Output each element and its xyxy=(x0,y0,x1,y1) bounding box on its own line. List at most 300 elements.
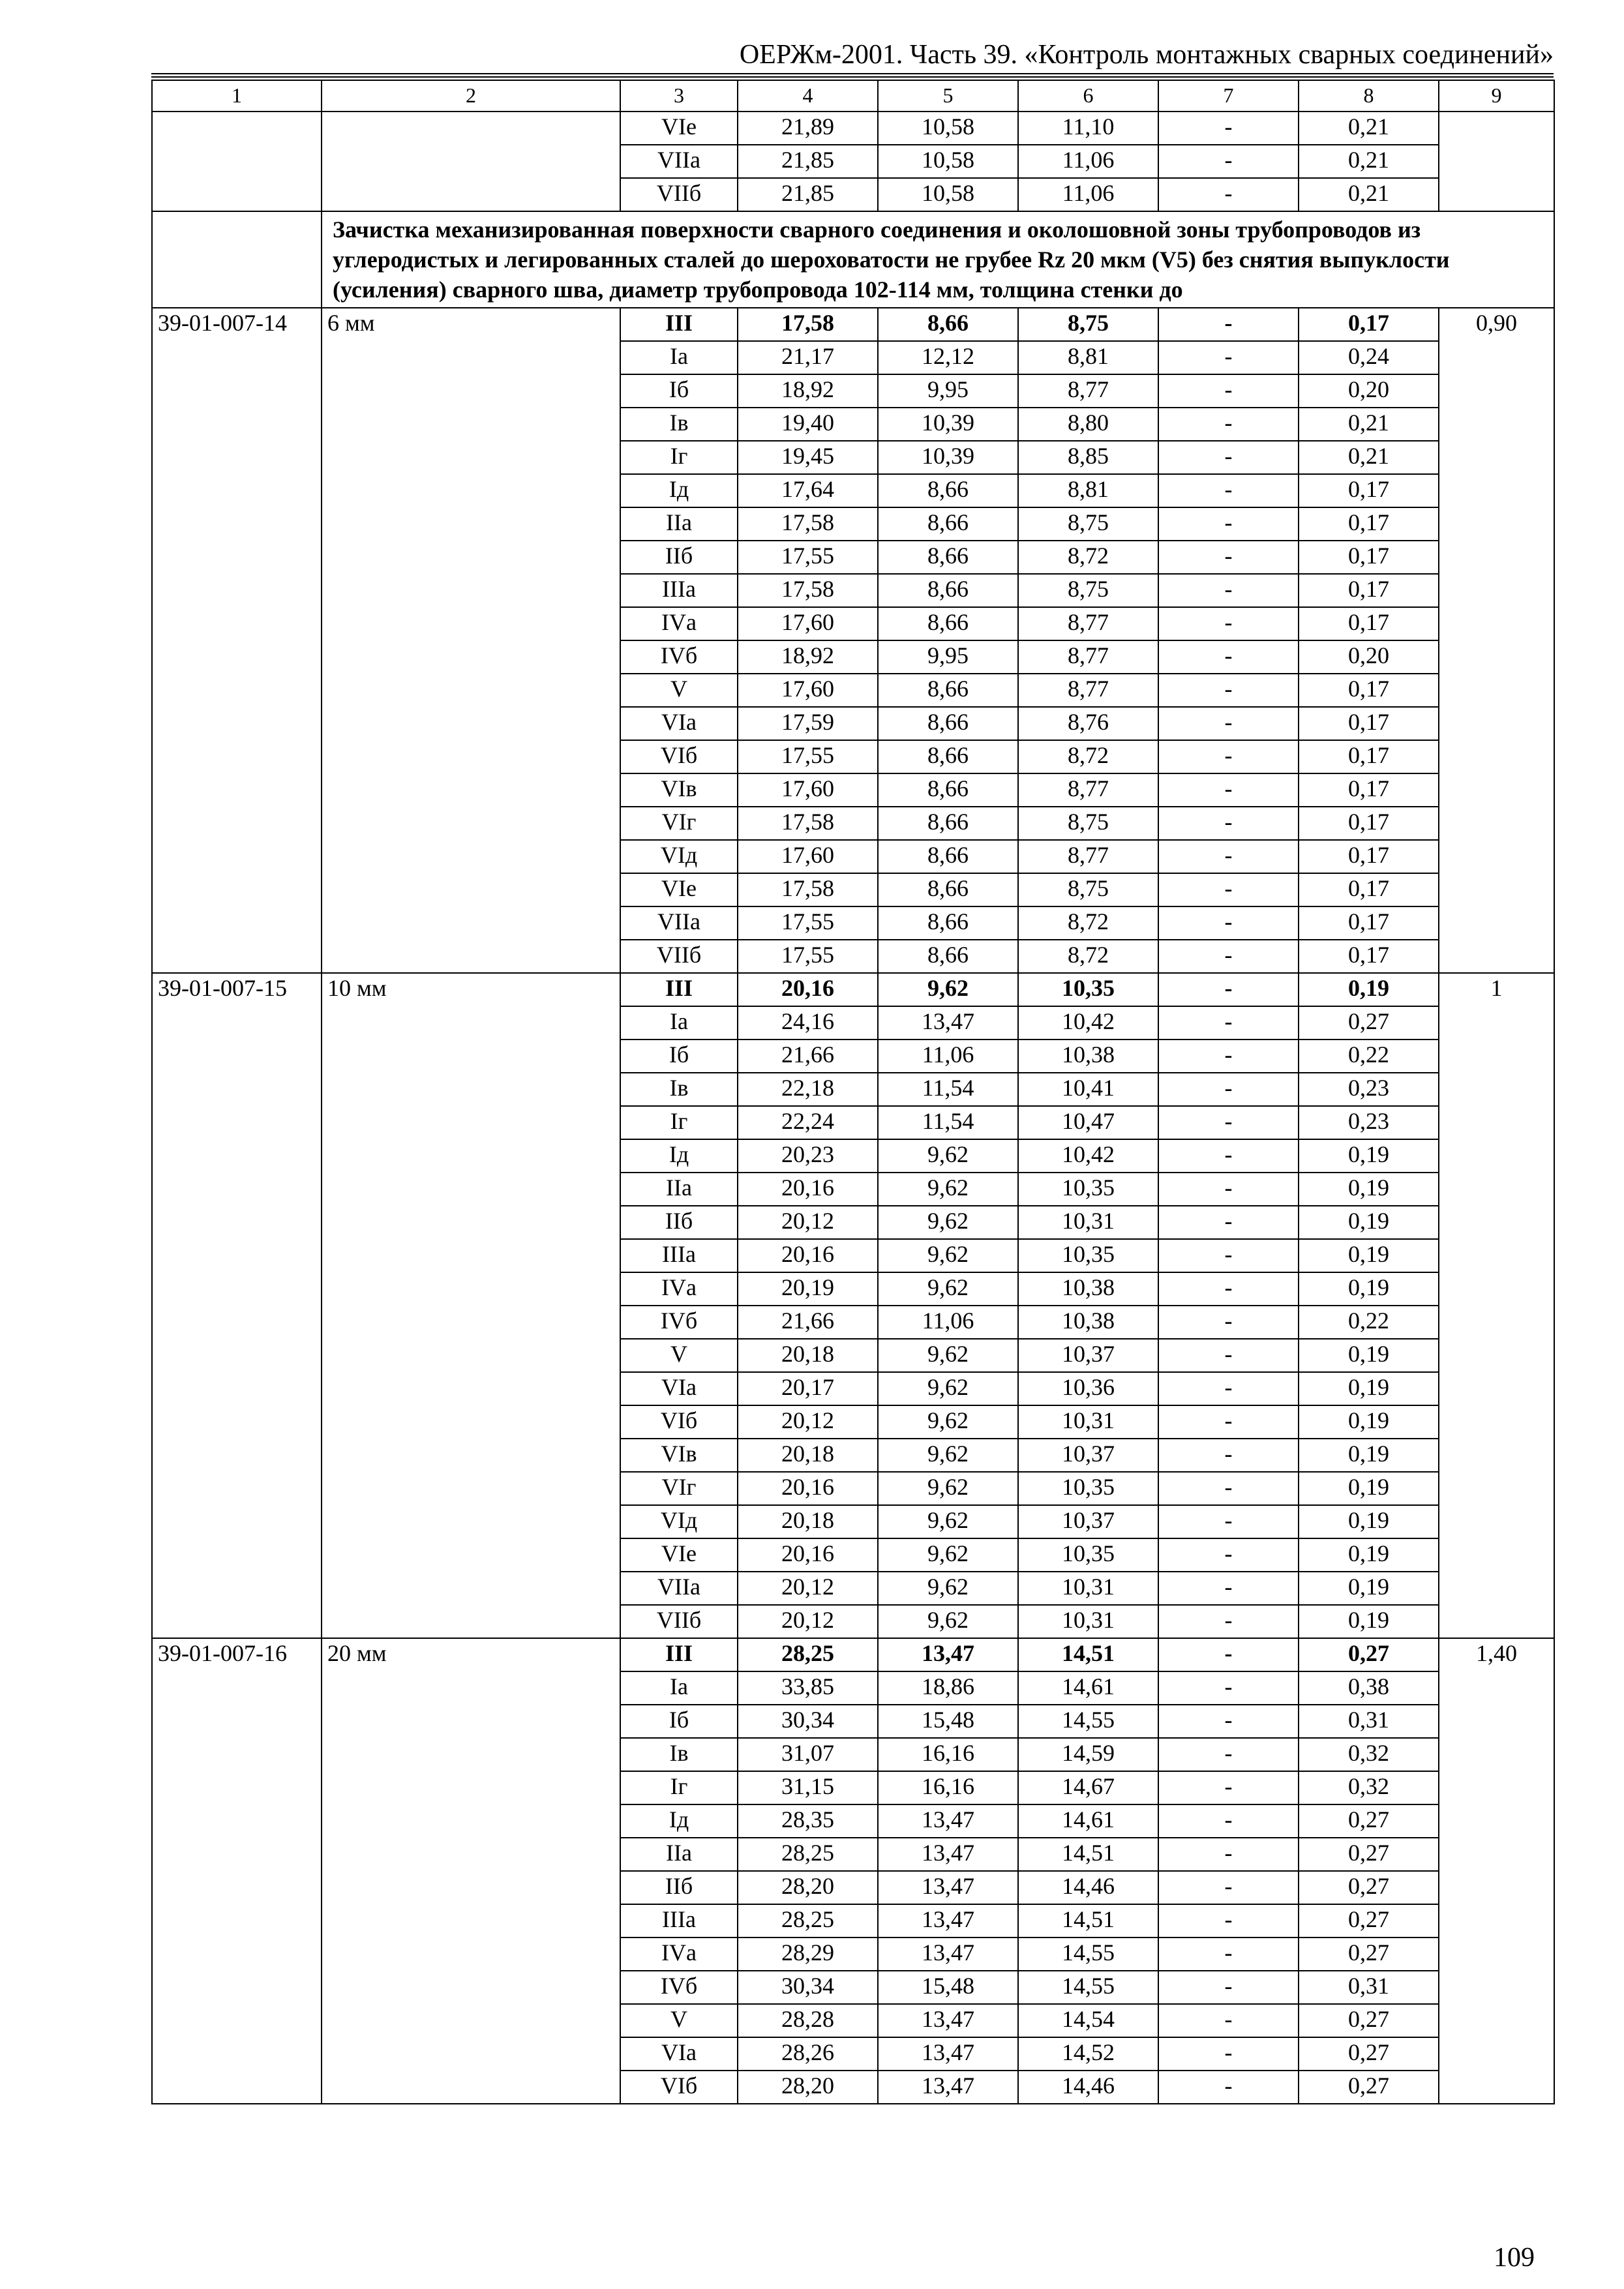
labor-cell: 0,20 xyxy=(1299,374,1439,408)
wall-thickness: 10 мм xyxy=(322,973,620,1638)
rank-cell: IIа xyxy=(620,1838,738,1871)
total-cost-cell: 28,26 xyxy=(738,2037,878,2071)
materials-cell: - xyxy=(1158,1173,1299,1206)
header-rule-top xyxy=(151,73,1554,74)
materials-cell: - xyxy=(1158,773,1299,807)
rate-code: 39-01-007-14 xyxy=(152,308,322,973)
rank-cell: III xyxy=(620,973,738,1006)
materials-cell: - xyxy=(1158,1804,1299,1838)
total-cost-cell: 17,60 xyxy=(738,773,878,807)
column-number: 6 xyxy=(1018,80,1158,112)
labor-cell: 0,27 xyxy=(1299,1937,1439,1971)
page-header: ОЕРЖм-2001. Часть 39. «Контроль монтажных сварных соединений» xyxy=(739,40,1554,70)
wages-cell: 8,66 xyxy=(878,840,1018,873)
labor-cell: 0,22 xyxy=(1299,1306,1439,1339)
materials-cell: - xyxy=(1158,740,1299,773)
column-number: 4 xyxy=(738,80,878,112)
labor-cell: 0,21 xyxy=(1299,441,1439,474)
labor-cell: 0,32 xyxy=(1299,1771,1439,1804)
wages-cell: 11,54 xyxy=(878,1106,1018,1139)
labor-cell: 0,19 xyxy=(1299,1472,1439,1505)
total-cost-cell: 22,24 xyxy=(738,1106,878,1139)
materials-cell: - xyxy=(1158,145,1299,178)
labor-cell: 0,27 xyxy=(1299,1804,1439,1838)
materials-cell: - xyxy=(1158,441,1299,474)
machine-cost-cell: 10,31 xyxy=(1018,1605,1158,1638)
total-cost-cell: 20,12 xyxy=(738,1605,878,1638)
rank-cell: IIIа xyxy=(620,1904,738,1937)
total-cost-cell: 17,58 xyxy=(738,873,878,906)
total-cost-cell: 20,12 xyxy=(738,1405,878,1439)
wages-cell: 16,16 xyxy=(878,1771,1018,1804)
wages-cell: 13,47 xyxy=(878,1006,1018,1040)
wages-cell: 13,47 xyxy=(878,1871,1018,1904)
total-cost-cell: 17,60 xyxy=(738,607,878,640)
wages-cell: 8,66 xyxy=(878,740,1018,773)
materials-cell: - xyxy=(1158,1705,1299,1738)
total-cost-cell: 20,12 xyxy=(738,1206,878,1239)
materials-cell: - xyxy=(1158,1272,1299,1306)
machine-cost-cell: 10,37 xyxy=(1018,1339,1158,1372)
machine-cost-cell: 10,41 xyxy=(1018,1073,1158,1106)
labor-cell: 0,17 xyxy=(1299,740,1439,773)
materials-cell: - xyxy=(1158,1904,1299,1937)
labor-cell: 0,32 xyxy=(1299,1738,1439,1771)
machine-cost-cell: 14,61 xyxy=(1018,1671,1158,1705)
machine-cost-cell: 14,51 xyxy=(1018,1904,1158,1937)
wages-cell: 10,58 xyxy=(878,112,1018,145)
total-cost-cell: 22,18 xyxy=(738,1073,878,1106)
machine-cost-cell: 8,72 xyxy=(1018,940,1158,973)
materials-cell: - xyxy=(1158,2071,1299,2104)
column-number: 5 xyxy=(878,80,1018,112)
wages-cell: 9,62 xyxy=(878,1605,1018,1638)
total-cost-cell: 17,55 xyxy=(738,740,878,773)
wages-cell: 9,62 xyxy=(878,1339,1018,1372)
materials-cell: - xyxy=(1158,178,1299,211)
materials-cell: - xyxy=(1158,374,1299,408)
total-cost-cell: 20,12 xyxy=(738,1572,878,1605)
wages-cell: 13,47 xyxy=(878,1638,1018,1671)
rank-cell: VIа xyxy=(620,1372,738,1405)
wages-cell: 15,48 xyxy=(878,1971,1018,2004)
machine-cost-cell: 8,75 xyxy=(1018,873,1158,906)
rank-cell: Iг xyxy=(620,441,738,474)
machine-cost-cell: 10,38 xyxy=(1018,1272,1158,1306)
wages-cell: 9,95 xyxy=(878,640,1018,674)
materials-cell: - xyxy=(1158,940,1299,973)
machine-cost-cell: 8,85 xyxy=(1018,441,1158,474)
rank-cell: VIIб xyxy=(620,1605,738,1638)
materials-cell: - xyxy=(1158,674,1299,707)
labor-cell: 0,23 xyxy=(1299,1106,1439,1139)
thickness-cell xyxy=(322,112,620,211)
machine-cost-cell: 8,77 xyxy=(1018,840,1158,873)
wages-cell: 11,06 xyxy=(878,1306,1018,1339)
machine-cost-cell: 14,55 xyxy=(1018,1937,1158,1971)
materials-cell: - xyxy=(1158,1605,1299,1638)
wages-cell: 9,62 xyxy=(878,1139,1018,1173)
rank-cell: V xyxy=(620,2004,738,2037)
rank-cell: VIIа xyxy=(620,906,738,940)
wages-cell: 9,62 xyxy=(878,1538,1018,1572)
rank-cell: III xyxy=(620,1638,738,1671)
materials-cell: - xyxy=(1158,507,1299,541)
wages-cell: 8,66 xyxy=(878,906,1018,940)
total-cost-cell: 19,40 xyxy=(738,408,878,441)
rate-code: 39-01-007-16 xyxy=(152,1638,322,2104)
table-row xyxy=(152,973,1554,1006)
wages-cell: 9,62 xyxy=(878,1206,1018,1239)
machine-cost-cell: 8,72 xyxy=(1018,541,1158,574)
machine-cost-cell: 8,77 xyxy=(1018,607,1158,640)
machine-cost-cell: 8,77 xyxy=(1018,640,1158,674)
labor-cell: 0,17 xyxy=(1299,541,1439,574)
total-cost-cell: 31,15 xyxy=(738,1771,878,1804)
wages-cell: 8,66 xyxy=(878,773,1018,807)
materials-cell: - xyxy=(1158,1638,1299,1671)
rank-cell: VIIа xyxy=(620,145,738,178)
materials-cell: - xyxy=(1158,1937,1299,1971)
total-cost-cell: 17,58 xyxy=(738,807,878,840)
materials-cell: - xyxy=(1158,574,1299,607)
labor-cell: 0,19 xyxy=(1299,1139,1439,1173)
materials-cell: - xyxy=(1158,873,1299,906)
machine-cost-cell: 8,75 xyxy=(1018,308,1158,341)
total-cost-cell: 17,55 xyxy=(738,906,878,940)
materials-cell: - xyxy=(1158,1206,1299,1239)
section-title-spacer xyxy=(152,211,322,308)
machine-cost-cell: 8,76 xyxy=(1018,707,1158,740)
total-cost-cell: 21,17 xyxy=(738,341,878,374)
labor-cell: 0,19 xyxy=(1299,1605,1439,1638)
total-cost-cell: 28,20 xyxy=(738,1871,878,1904)
labor-cell: 0,27 xyxy=(1299,1871,1439,1904)
total-cost-cell: 17,64 xyxy=(738,474,878,507)
rank-cell: VIг xyxy=(620,807,738,840)
total-cost-cell: 28,25 xyxy=(738,1638,878,1671)
total-cost-cell: 20,23 xyxy=(738,1139,878,1173)
labor-cell: 0,17 xyxy=(1299,807,1439,840)
wages-cell: 13,47 xyxy=(878,2004,1018,2037)
total-cost-cell: 21,85 xyxy=(738,178,878,211)
wages-cell: 18,86 xyxy=(878,1671,1018,1705)
labor-cell: 0,17 xyxy=(1299,773,1439,807)
rank-cell: IVа xyxy=(620,607,738,640)
rank-cell: IIб xyxy=(620,1206,738,1239)
labor-cell: 0,27 xyxy=(1299,2004,1439,2037)
rank-cell: V xyxy=(620,1339,738,1372)
rank-cell: Iв xyxy=(620,408,738,441)
materials-cell: - xyxy=(1158,640,1299,674)
labor-cell: 0,23 xyxy=(1299,1073,1439,1106)
table-row xyxy=(152,308,1554,341)
machine-cost-cell: 10,36 xyxy=(1018,1372,1158,1405)
rank-cell: VIа xyxy=(620,2037,738,2071)
labor-cell: 0,27 xyxy=(1299,2071,1439,2104)
column-number: 2 xyxy=(322,80,620,112)
labor-cell: 0,19 xyxy=(1299,1239,1439,1272)
labor-cell: 0,31 xyxy=(1299,1705,1439,1738)
machine-cost-cell: 8,80 xyxy=(1018,408,1158,441)
total-cost-cell: 17,58 xyxy=(738,507,878,541)
rank-cell: Iг xyxy=(620,1771,738,1804)
labor-cell: 0,17 xyxy=(1299,707,1439,740)
total-cost-cell: 17,58 xyxy=(738,308,878,341)
wages-cell: 13,47 xyxy=(878,2037,1018,2071)
labor-cell: 0,19 xyxy=(1299,1505,1439,1538)
total-cost-cell: 31,07 xyxy=(738,1738,878,1771)
total-cost-cell: 17,58 xyxy=(738,574,878,607)
rank-cell: Iд xyxy=(620,1804,738,1838)
labor-cell: 0,27 xyxy=(1299,2037,1439,2071)
labor-cell: 0,24 xyxy=(1299,341,1439,374)
machine-cost-cell: 14,67 xyxy=(1018,1771,1158,1804)
materials-cell: - xyxy=(1158,1339,1299,1372)
rank-cell: VIIа xyxy=(620,1572,738,1605)
materials-cell: - xyxy=(1158,1572,1299,1605)
rank-cell: Iа xyxy=(620,341,738,374)
table-row xyxy=(152,112,1554,145)
machine-cost-cell: 14,55 xyxy=(1018,1971,1158,2004)
machine-cost-cell: 8,72 xyxy=(1018,740,1158,773)
rank-cell: Iа xyxy=(620,1671,738,1705)
labor-cell: 0,27 xyxy=(1299,1838,1439,1871)
labor-cell: 0,17 xyxy=(1299,607,1439,640)
total-cost-cell: 28,28 xyxy=(738,2004,878,2037)
labor-cell: 0,27 xyxy=(1299,1904,1439,1937)
total-cost-cell: 18,92 xyxy=(738,640,878,674)
wages-cell: 8,66 xyxy=(878,507,1018,541)
total-cost-cell: 24,16 xyxy=(738,1006,878,1040)
rank-cell: IIб xyxy=(620,541,738,574)
labor-cell: 0,19 xyxy=(1299,1372,1439,1405)
materials-cell: - xyxy=(1158,1239,1299,1272)
wages-cell: 9,62 xyxy=(878,1272,1018,1306)
column-number-row xyxy=(152,80,1554,112)
rank-cell: VIа xyxy=(620,707,738,740)
total-cost-cell: 30,34 xyxy=(738,1705,878,1738)
rank-cell: VIе xyxy=(620,873,738,906)
labor-cell: 0,17 xyxy=(1299,474,1439,507)
rank-cell: IVа xyxy=(620,1272,738,1306)
materials-cell: - xyxy=(1158,2004,1299,2037)
total-cost-cell: 33,85 xyxy=(738,1671,878,1705)
materials-cell: - xyxy=(1158,1738,1299,1771)
machine-cost-cell: 10,31 xyxy=(1018,1572,1158,1605)
labor-cell: 0,21 xyxy=(1299,178,1439,211)
total-cost-cell: 20,18 xyxy=(738,1439,878,1472)
total-cost-cell: 20,16 xyxy=(738,1173,878,1206)
materials-cell: - xyxy=(1158,1040,1299,1073)
wages-cell: 12,12 xyxy=(878,341,1018,374)
rank-cell: Iб xyxy=(620,1705,738,1738)
wages-cell: 10,58 xyxy=(878,145,1018,178)
machine-cost-cell: 14,46 xyxy=(1018,2071,1158,2104)
machine-cost-cell: 10,42 xyxy=(1018,1139,1158,1173)
total-cost-cell: 20,18 xyxy=(738,1339,878,1372)
rate-code: 39-01-007-15 xyxy=(152,973,322,1638)
rank-cell: Iд xyxy=(620,1139,738,1173)
total-cost-cell: 18,92 xyxy=(738,374,878,408)
materials-cell: - xyxy=(1158,1871,1299,1904)
labor-cell: 0,19 xyxy=(1299,1538,1439,1572)
machine-cost-cell: 8,75 xyxy=(1018,807,1158,840)
wages-cell: 13,47 xyxy=(878,2071,1018,2104)
total-cost-cell: 20,18 xyxy=(738,1505,878,1538)
wages-cell: 10,39 xyxy=(878,441,1018,474)
materials-cell: - xyxy=(1158,2037,1299,2071)
materials-cell: - xyxy=(1158,308,1299,341)
total-cost-cell: 28,29 xyxy=(738,1937,878,1971)
rank-cell: IIа xyxy=(620,1173,738,1206)
machine-cost-cell: 14,51 xyxy=(1018,1838,1158,1871)
rank-cell: IIа xyxy=(620,507,738,541)
wages-cell: 9,62 xyxy=(878,1173,1018,1206)
header-rule-bottom xyxy=(151,76,1554,78)
rank-cell: VIб xyxy=(620,2071,738,2104)
materials-cell: - xyxy=(1158,1073,1299,1106)
wages-cell: 8,66 xyxy=(878,940,1018,973)
wages-cell: 9,62 xyxy=(878,1439,1018,1472)
labor-cell: 0,19 xyxy=(1299,973,1439,1006)
materials-cell: - xyxy=(1158,541,1299,574)
machine-cost-cell: 11,06 xyxy=(1018,178,1158,211)
rates-table xyxy=(151,80,1555,2104)
wages-cell: 9,62 xyxy=(878,973,1018,1006)
machine-cost-cell: 8,81 xyxy=(1018,474,1158,507)
labor-cell: 0,38 xyxy=(1299,1671,1439,1705)
wages-cell: 13,47 xyxy=(878,1838,1018,1871)
column-number: 3 xyxy=(620,80,738,112)
labor-cell: 0,20 xyxy=(1299,640,1439,674)
wages-cell: 10,39 xyxy=(878,408,1018,441)
rank-cell: Iг xyxy=(620,1106,738,1139)
wages-cell: 15,48 xyxy=(878,1705,1018,1738)
wages-cell: 8,66 xyxy=(878,707,1018,740)
total-cost-cell: 20,16 xyxy=(738,973,878,1006)
column-number: 1 xyxy=(152,80,322,112)
labor-cell: 0,31 xyxy=(1299,1971,1439,2004)
materials-cell: - xyxy=(1158,341,1299,374)
rank-cell: Iв xyxy=(620,1073,738,1106)
materials-cell: - xyxy=(1158,1671,1299,1705)
wages-cell: 9,62 xyxy=(878,1239,1018,1272)
wages-cell: 10,58 xyxy=(878,178,1018,211)
labor-cell: 0,19 xyxy=(1299,1173,1439,1206)
labor-cell: 0,27 xyxy=(1299,1006,1439,1040)
column-number: 8 xyxy=(1299,80,1439,112)
labor-cell: 0,27 xyxy=(1299,1638,1439,1671)
labor-cell: 0,19 xyxy=(1299,1572,1439,1605)
total-cost-cell: 17,55 xyxy=(738,541,878,574)
wages-cell: 8,66 xyxy=(878,873,1018,906)
materials-cell: - xyxy=(1158,607,1299,640)
total-cost-cell: 17,55 xyxy=(738,940,878,973)
page-number: 109 xyxy=(1494,2243,1535,2273)
total-cost-cell: 21,89 xyxy=(738,112,878,145)
section-title-row xyxy=(152,211,1554,308)
machine-cost-cell: 8,72 xyxy=(1018,906,1158,940)
rank-cell: IIб xyxy=(620,1871,738,1904)
materials-cell: - xyxy=(1158,807,1299,840)
wages-cell: 8,66 xyxy=(878,574,1018,607)
machine-cost-cell: 14,51 xyxy=(1018,1638,1158,1671)
materials-cell: - xyxy=(1158,408,1299,441)
wages-cell: 8,66 xyxy=(878,474,1018,507)
machine-cost-cell: 10,37 xyxy=(1018,1505,1158,1538)
coefficient: 1,40 xyxy=(1439,1638,1554,2104)
materials-cell: - xyxy=(1158,1771,1299,1804)
total-cost-cell: 20,16 xyxy=(738,1239,878,1272)
total-cost-cell: 28,25 xyxy=(738,1838,878,1871)
materials-cell: - xyxy=(1158,1538,1299,1572)
machine-cost-cell: 14,54 xyxy=(1018,2004,1158,2037)
wages-cell: 9,62 xyxy=(878,1372,1018,1405)
rank-cell: VIIб xyxy=(620,178,738,211)
materials-cell: - xyxy=(1158,973,1299,1006)
labor-cell: 0,17 xyxy=(1299,308,1439,341)
wages-cell: 9,62 xyxy=(878,1572,1018,1605)
wages-cell: 11,06 xyxy=(878,1040,1018,1073)
labor-cell: 0,17 xyxy=(1299,873,1439,906)
section-title: Зачистка механизированная поверхности сварного соединения и околошовной зоны трубопроводов из углеродистых и легированных сталей до шероховатости не грубее Rz 20 мкм (V5) без снятия выпуклости (усиления) сварного шва, диаметр трубопровода 102-114 мм, толщина стенки до xyxy=(322,211,1554,308)
materials-cell: - xyxy=(1158,1971,1299,2004)
rank-cell: IVа xyxy=(620,1937,738,1971)
wages-cell: 16,16 xyxy=(878,1738,1018,1771)
machine-cost-cell: 14,59 xyxy=(1018,1738,1158,1771)
total-cost-cell: 17,60 xyxy=(738,674,878,707)
code-cell xyxy=(152,112,322,211)
labor-cell: 0,19 xyxy=(1299,1405,1439,1439)
wages-cell: 9,62 xyxy=(878,1505,1018,1538)
coefficient: 1 xyxy=(1439,973,1554,1638)
column-number: 7 xyxy=(1158,80,1299,112)
machine-cost-cell: 8,77 xyxy=(1018,773,1158,807)
labor-cell: 0,17 xyxy=(1299,940,1439,973)
labor-cell: 0,17 xyxy=(1299,574,1439,607)
rank-cell: Iд xyxy=(620,474,738,507)
machine-cost-cell: 8,77 xyxy=(1018,674,1158,707)
wall-thickness: 6 мм xyxy=(322,308,620,973)
labor-cell: 0,17 xyxy=(1299,840,1439,873)
rank-cell: VIIб xyxy=(620,940,738,973)
total-cost-cell: 20,17 xyxy=(738,1372,878,1405)
total-cost-cell: 17,59 xyxy=(738,707,878,740)
wages-cell: 8,66 xyxy=(878,541,1018,574)
materials-cell: - xyxy=(1158,1505,1299,1538)
rank-cell: Iб xyxy=(620,1040,738,1073)
machine-cost-cell: 10,35 xyxy=(1018,973,1158,1006)
rank-cell: Iб xyxy=(620,374,738,408)
wages-cell: 8,66 xyxy=(878,674,1018,707)
rank-cell: VIг xyxy=(620,1472,738,1505)
machine-cost-cell: 10,35 xyxy=(1018,1239,1158,1272)
wages-cell: 13,47 xyxy=(878,1937,1018,1971)
wages-cell: 11,54 xyxy=(878,1073,1018,1106)
wall-thickness: 20 мм xyxy=(322,1638,620,2104)
labor-cell: 0,17 xyxy=(1299,674,1439,707)
total-cost-cell: 30,34 xyxy=(738,1971,878,2004)
total-cost-cell: 20,16 xyxy=(738,1538,878,1572)
materials-cell: - xyxy=(1158,474,1299,507)
machine-cost-cell: 10,47 xyxy=(1018,1106,1158,1139)
rank-cell: IIIа xyxy=(620,574,738,607)
materials-cell: - xyxy=(1158,1139,1299,1173)
materials-cell: - xyxy=(1158,1439,1299,1472)
rank-cell: VIе xyxy=(620,1538,738,1572)
labor-cell: 0,21 xyxy=(1299,145,1439,178)
